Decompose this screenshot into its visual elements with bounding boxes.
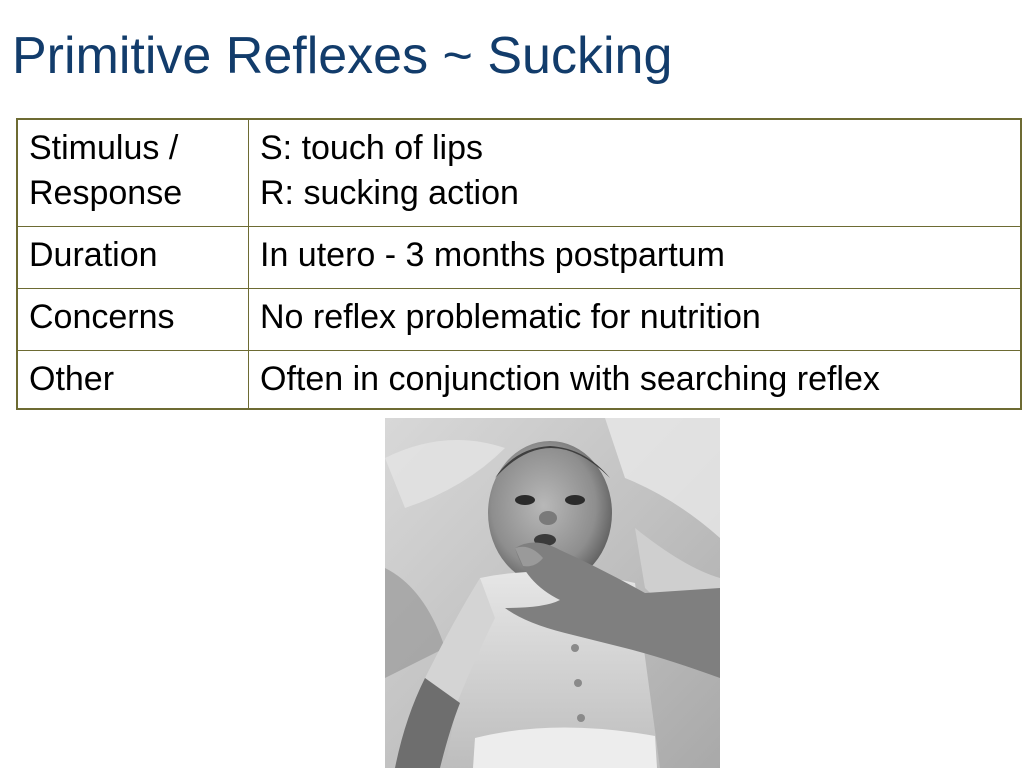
row-label: Stimulus / Response bbox=[18, 120, 249, 226]
table-row-duration bbox=[18, 226, 1020, 288]
row-value: S: touch of lips R: sucking action bbox=[260, 129, 519, 212]
table-row-other bbox=[18, 350, 1020, 408]
row-label: Concerns bbox=[18, 289, 249, 350]
table-row-concerns bbox=[18, 288, 1020, 350]
infant-sucking-reflex-photo bbox=[385, 418, 720, 768]
reflex-table bbox=[16, 118, 1022, 410]
row-label: Other bbox=[18, 351, 249, 408]
row-value: In utero - 3 months postpartum bbox=[260, 236, 725, 274]
table-row-stimulus-response bbox=[18, 120, 1020, 226]
row-value: No reflex problematic for nutrition bbox=[260, 298, 761, 336]
row-label: Duration bbox=[18, 227, 249, 288]
slide-title: Primitive Reflexes ~ Sucking bbox=[12, 27, 673, 85]
row-value: Often in conjunction with searching reflex bbox=[260, 360, 880, 398]
